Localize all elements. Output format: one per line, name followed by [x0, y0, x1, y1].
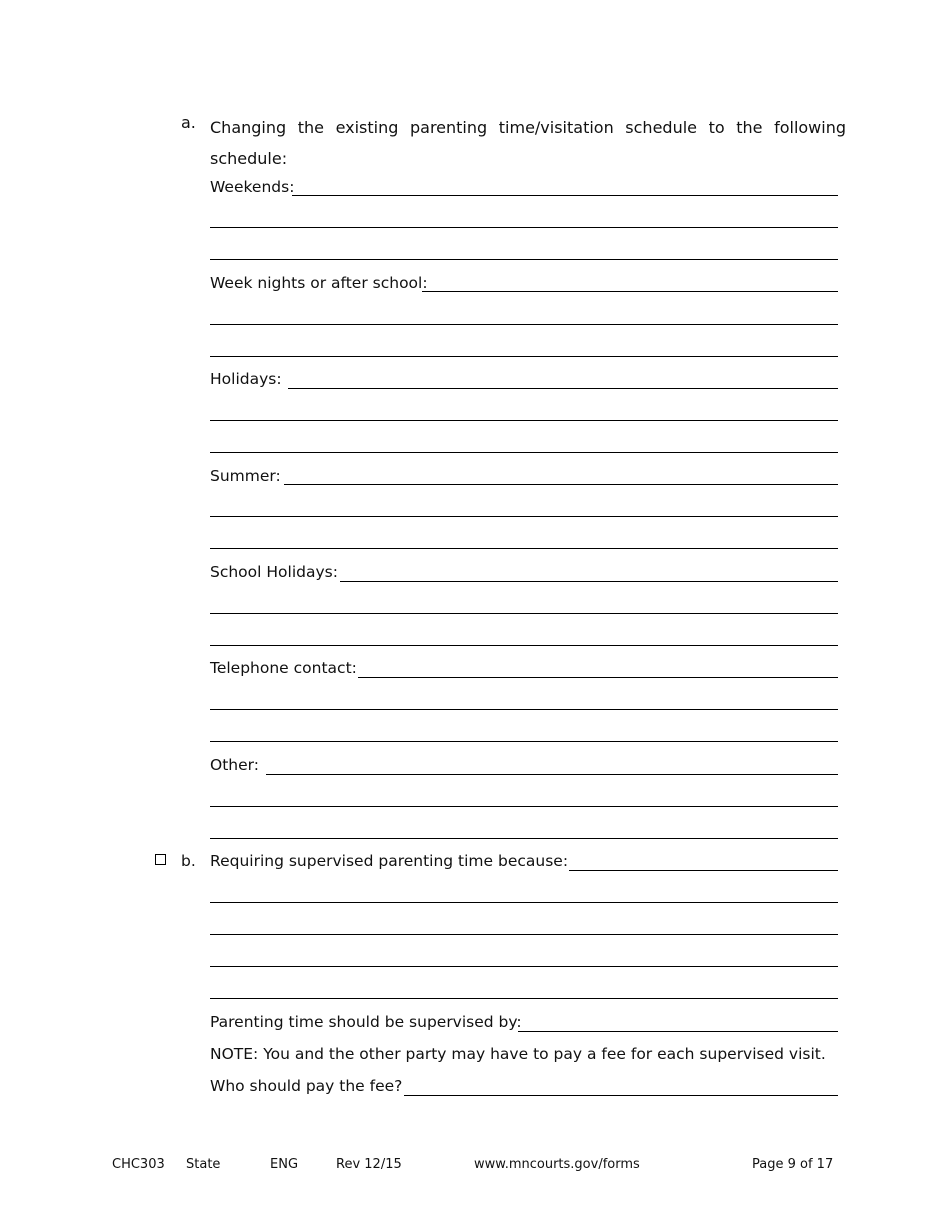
footer-page-number: Page 9 of 17	[752, 1157, 834, 1172]
weeknights-line-2[interactable]	[210, 324, 838, 325]
footer-form-id: CHC303	[112, 1157, 165, 1172]
telephone-line-3[interactable]	[210, 741, 838, 742]
weekends-label: Weekends:	[210, 178, 295, 196]
weeknights-label: Week nights or after school:	[210, 274, 428, 292]
supervised-reason-line-4[interactable]	[210, 966, 838, 967]
weeknights-input-line[interactable]	[422, 291, 838, 292]
supervised-by-label: Parenting time should be supervised by:	[210, 1013, 522, 1031]
other-line-2[interactable]	[210, 806, 838, 807]
item-a-text: Changing the existing parenting time/visitation schedule to the following schedule:	[210, 118, 846, 168]
holidays-line-2[interactable]	[210, 420, 838, 421]
summer-input-line[interactable]	[284, 484, 838, 485]
holidays-label: Holidays:	[210, 370, 282, 388]
item-a-marker: a.	[181, 113, 196, 132]
school-holidays-line-3[interactable]	[210, 645, 838, 646]
telephone-label: Telephone contact:	[210, 659, 357, 677]
supervised-reason-input-line[interactable]	[569, 870, 838, 871]
item-b-marker: b.	[181, 852, 196, 870]
summer-line-3[interactable]	[210, 548, 838, 549]
weeknights-line-3[interactable]	[210, 356, 838, 357]
supervised-reason-line-3[interactable]	[210, 934, 838, 935]
summer-label: Summer:	[210, 467, 281, 485]
footer-state: State	[186, 1157, 221, 1172]
supervised-by-input-line[interactable]	[518, 1031, 838, 1032]
weekends-line-2[interactable]	[210, 227, 838, 228]
other-label: Other:	[210, 756, 259, 774]
school-holidays-label: School Holidays:	[210, 563, 338, 581]
supervised-reason-line-2[interactable]	[210, 902, 838, 903]
footer-revision: Rev 12/15	[336, 1157, 402, 1172]
other-line-3[interactable]	[210, 838, 838, 839]
item-b-text: Requiring supervised parenting time because:	[210, 852, 569, 870]
who-pays-label: Who should pay the fee?	[210, 1077, 403, 1095]
footer-language: ENG	[270, 1157, 299, 1172]
summer-line-2[interactable]	[210, 516, 838, 517]
school-holidays-line-2[interactable]	[210, 613, 838, 614]
fee-note: NOTE: You and the other party may have to pay a fee for each supervised visit.	[210, 1045, 826, 1063]
school-holidays-input-line[interactable]	[340, 581, 838, 582]
other-input-line[interactable]	[266, 774, 838, 775]
weekends-input-line[interactable]	[292, 195, 838, 196]
who-pays-input-line[interactable]	[404, 1095, 838, 1096]
telephone-line-2[interactable]	[210, 709, 838, 710]
supervised-reason-line-5[interactable]	[210, 998, 838, 999]
holidays-input-line[interactable]	[288, 388, 838, 389]
weekends-line-3[interactable]	[210, 259, 838, 260]
telephone-input-line[interactable]	[358, 677, 838, 678]
item-b-checkbox[interactable]	[155, 854, 166, 865]
footer-url: www.mncourts.gov/forms	[474, 1157, 640, 1172]
holidays-line-3[interactable]	[210, 452, 838, 453]
